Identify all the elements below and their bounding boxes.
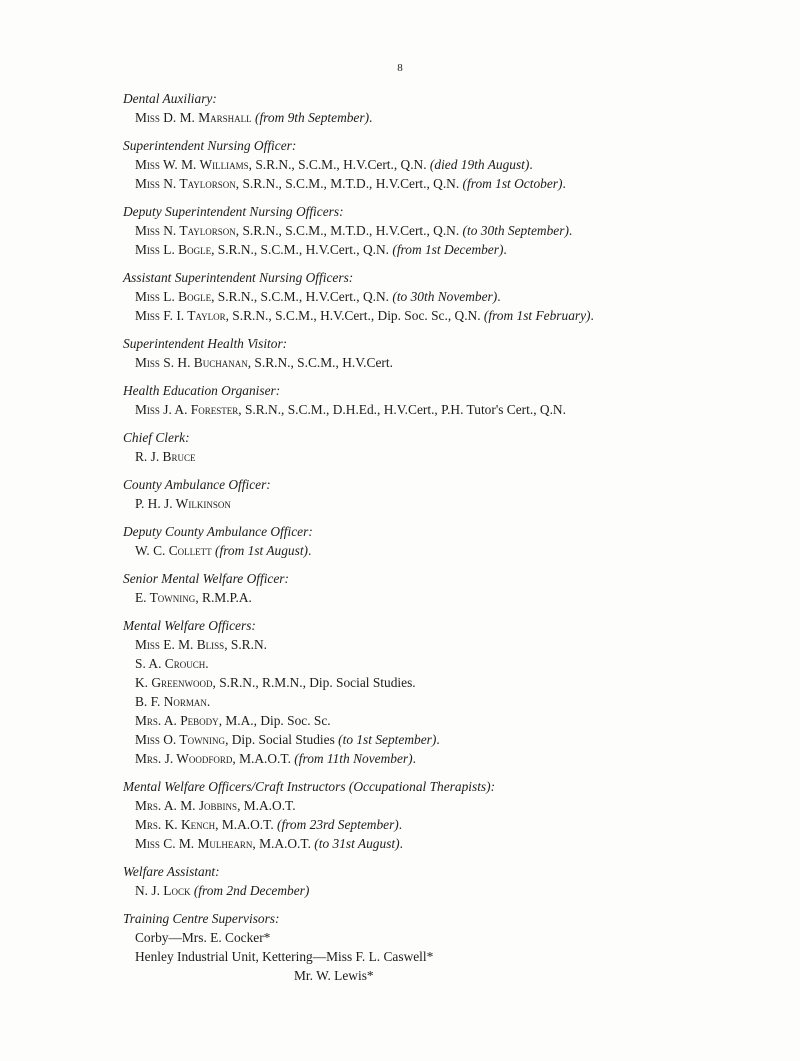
staff-entry xyxy=(123,881,793,900)
staff-qualifications: . xyxy=(205,656,209,671)
staff-qualifications: , M.A.O.T. xyxy=(215,817,278,832)
staff-section xyxy=(123,136,793,193)
staff-qualifications: , S.R.N., S.C.M., D.H.Ed., H.V.Cert., P.H. Tutor's Cert., Q.N. xyxy=(238,402,566,417)
staff-entry xyxy=(123,400,793,419)
staff-qualifications: , S.R.N. xyxy=(224,637,267,652)
staff-entry xyxy=(123,306,793,325)
staff-qualifications: , S.R.N., S.C.M., H.V.Cert., Q.N. xyxy=(211,242,393,257)
section-heading: Mental Welfare Officers: xyxy=(123,618,256,633)
staff-name: Miss C. M. Mulhearn xyxy=(135,836,253,851)
page-number: 8 xyxy=(397,62,403,74)
staff-entry xyxy=(123,287,793,306)
entry-punctuation: . xyxy=(399,836,403,851)
staff-name: Mrs. J. Woodford xyxy=(135,751,233,766)
entry-punctuation: . xyxy=(436,732,440,747)
staff-qualifications: , S.R.N., S.C.M., M.T.D., H.V.Cert., Q.N. xyxy=(235,223,463,238)
staff-entry xyxy=(123,353,793,372)
staff-entry xyxy=(123,541,793,560)
staff-section xyxy=(123,616,793,768)
section-heading: Mental Welfare Officers/Craft Instructors (Occupational Therapists): xyxy=(123,779,496,794)
staff-qualifications: , R.M.P.A. xyxy=(195,590,252,605)
staff-section xyxy=(123,268,793,325)
section-heading: Health Education Organiser: xyxy=(123,383,281,398)
staff-qualifications: , Dip. Social Studies xyxy=(225,732,339,747)
staff-qualifications: , S.R.N., S.C.M., H.V.Cert., Q.N. xyxy=(211,289,393,304)
section-heading: Assistant Superintendent Nursing Officers: xyxy=(123,270,354,285)
staff-entry xyxy=(123,221,793,240)
staff-qualifications: , M.A.O.T. xyxy=(237,798,296,813)
staff-section xyxy=(123,909,793,985)
section-heading: Superintendent Health Visitor: xyxy=(123,336,288,351)
staff-entry xyxy=(123,240,793,259)
staff-section xyxy=(123,89,793,127)
section-heading: Chief Clerk: xyxy=(123,430,190,445)
staff-qualifications: Mr. W. Lewis* xyxy=(294,968,374,983)
staff-name: Miss O. Towning xyxy=(135,732,226,747)
staff-qualifications: , S.R.N., S.C.M., M.T.D., H.V.Cert., Q.N. xyxy=(235,176,463,191)
staff-entry xyxy=(123,815,793,834)
staff-date-note: (to 30th September) xyxy=(462,223,569,238)
staff-qualifications: , S.R.N., S.C.M., H.V.Cert., Dip. Soc. Sc., Q.N. xyxy=(225,308,484,323)
staff-date-note: (to 31st August) xyxy=(314,836,400,851)
staff-date-note: (from 1st October) xyxy=(462,176,563,191)
staff-name: Miss L. Bogle xyxy=(135,289,212,304)
entry-punctuation: . xyxy=(562,176,566,191)
staff-entry xyxy=(123,834,793,853)
staff-section xyxy=(123,569,793,607)
section-heading: Deputy Superintendent Nursing Officers: xyxy=(123,204,344,219)
staff-entry xyxy=(123,796,793,815)
staff-list xyxy=(123,89,793,994)
staff-entry xyxy=(123,155,793,174)
staff-name: Miss N. Taylorson xyxy=(135,176,236,191)
entry-punctuation: . xyxy=(369,110,373,125)
staff-date-note: (from 1st February) xyxy=(483,308,591,323)
staff-qualifications: , M.A., Dip. Soc. Sc. xyxy=(218,713,331,728)
entry-punctuation: . xyxy=(308,543,312,558)
staff-name: Mrs. A. M. Jobbins xyxy=(135,798,238,813)
section-heading: Welfare Assistant: xyxy=(123,864,220,879)
staff-entry xyxy=(123,947,793,966)
entry-punctuation: . xyxy=(497,289,501,304)
staff-qualifications: . xyxy=(206,694,211,709)
staff-entry xyxy=(123,692,793,711)
staff-name: Miss S. H. Buchanan xyxy=(135,355,248,370)
staff-name: Miss W. M. Williams xyxy=(135,157,249,172)
staff-date-note: (from 1st August) xyxy=(215,543,309,558)
staff-section xyxy=(123,381,793,419)
staff-name: Miss L. Bogle xyxy=(135,242,212,257)
staff-entry xyxy=(123,174,793,193)
staff-name: Miss N. Taylorson xyxy=(135,223,236,238)
section-heading: Superintendent Nursing Officer: xyxy=(123,138,297,153)
staff-entry xyxy=(123,730,793,749)
staff-entry xyxy=(123,108,793,127)
staff-entry xyxy=(123,966,793,985)
staff-section xyxy=(123,777,793,853)
staff-date-note: (died 19th August) xyxy=(429,157,530,172)
staff-name: R. J. Bruce xyxy=(135,449,196,464)
entry-punctuation: . xyxy=(412,751,416,766)
entry-punctuation: . xyxy=(503,242,507,257)
staff-qualifications: , M.A.O.T. xyxy=(232,751,295,766)
staff-section xyxy=(123,428,793,466)
staff-qualifications: Henley Industrial Unit, Kettering—Miss F. L. Caswell* xyxy=(135,949,434,964)
section-heading: Training Centre Supervisors: xyxy=(123,911,280,926)
staff-name: P. H. J. Wilkinson xyxy=(135,496,231,511)
staff-entry xyxy=(123,749,793,768)
staff-name: S. A. Crouch xyxy=(135,656,206,671)
staff-qualifications: Corby—Mrs. E. Cocker* xyxy=(135,930,271,945)
section-heading: County Ambulance Officer: xyxy=(123,477,271,492)
staff-section xyxy=(123,334,793,372)
staff-date-note: (from 2nd December) xyxy=(193,883,310,898)
staff-date-note: (from 1st December) xyxy=(392,242,504,257)
staff-qualifications: , S.R.N., S.C.M., H.V.Cert., Q.N. xyxy=(248,157,430,172)
section-heading: Deputy County Ambulance Officer: xyxy=(123,524,313,539)
staff-date-note: (from 9th September) xyxy=(255,110,370,125)
staff-entry xyxy=(123,654,793,673)
entry-punctuation: . xyxy=(398,817,403,832)
staff-date-note: (from 11th November) xyxy=(294,751,413,766)
staff-entry xyxy=(123,673,793,692)
section-heading: Dental Auxiliary: xyxy=(123,91,217,106)
staff-date-note: (from 23rd September) xyxy=(277,817,399,832)
entry-punctuation: . xyxy=(529,157,533,172)
staff-section xyxy=(123,202,793,259)
section-heading: Senior Mental Welfare Officer: xyxy=(123,571,289,586)
staff-qualifications: , S.R.N., S.C.M., H.V.Cert. xyxy=(247,355,393,370)
staff-name: K. Greenwood xyxy=(135,675,213,690)
staff-name: Miss F. I. Taylor xyxy=(135,308,226,323)
staff-entry xyxy=(123,494,793,513)
staff-name: Miss D. M. Marshall xyxy=(135,110,252,125)
staff-entry xyxy=(123,635,793,654)
staff-name: B. F. Norman xyxy=(135,694,207,709)
staff-section xyxy=(123,522,793,560)
staff-section xyxy=(123,862,793,900)
entry-punctuation: . xyxy=(568,223,573,238)
staff-name: N. J. Lock xyxy=(135,883,191,898)
staff-entry xyxy=(123,711,793,730)
staff-name: Miss E. M. Bliss xyxy=(135,637,225,652)
staff-entry xyxy=(123,928,793,947)
staff-name: W. C. Collett xyxy=(135,543,212,558)
entry-punctuation: . xyxy=(590,308,594,323)
staff-name: Miss J. A. Forester xyxy=(135,402,239,417)
staff-section xyxy=(123,475,793,513)
staff-name: Mrs. A. Pebody xyxy=(135,713,219,728)
staff-entry xyxy=(123,447,793,466)
staff-qualifications: , S.R.N., R.M.N., Dip. Social Studies. xyxy=(212,675,416,690)
staff-name: Mrs. K. Kench xyxy=(135,817,216,832)
staff-name: E. Towning xyxy=(135,590,196,605)
staff-date-note: (to 30th November) xyxy=(392,289,498,304)
staff-qualifications: , M.A.O.T. xyxy=(252,836,315,851)
staff-date-note: (to 1st September) xyxy=(338,732,437,747)
staff-entry xyxy=(123,588,793,607)
